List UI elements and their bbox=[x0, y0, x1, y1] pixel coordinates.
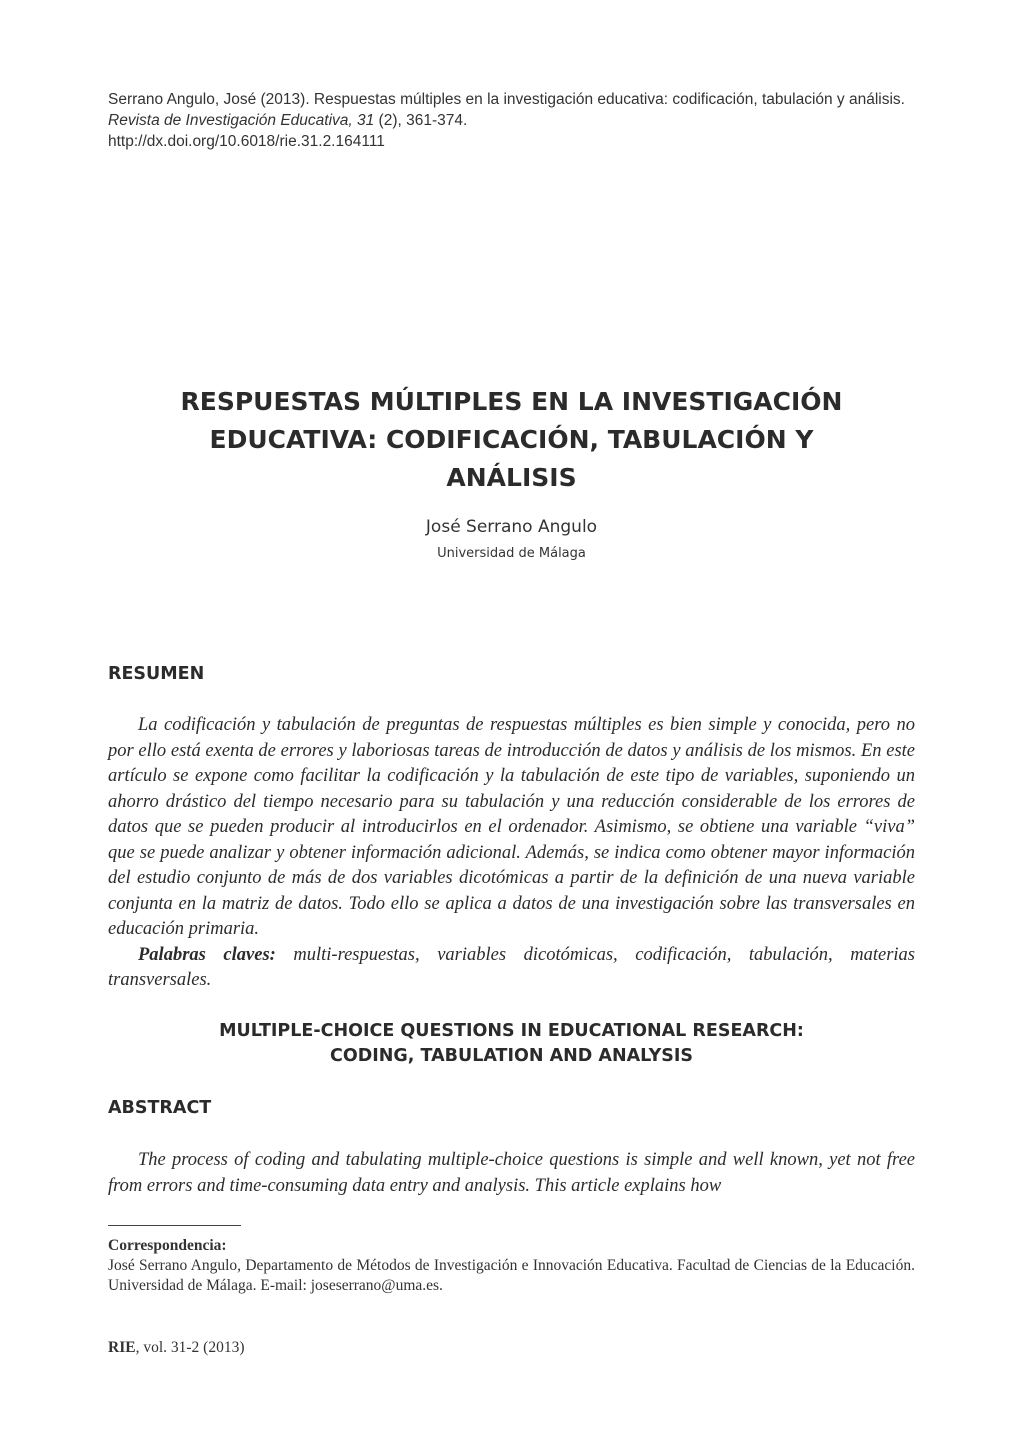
title-line: ANÁLISIS bbox=[446, 463, 577, 492]
footer-journal-abbr: RIE bbox=[108, 1339, 136, 1356]
footnote-divider bbox=[108, 1225, 241, 1226]
citation-journal: Revista de Investigación Educativa, 31 bbox=[108, 112, 375, 129]
title-line: RESPUESTAS MÚLTIPLES EN LA INVESTIGACIÓN bbox=[180, 387, 843, 416]
page-footer bbox=[108, 1338, 245, 1358]
paper-title bbox=[108, 383, 915, 497]
abstract-paragraph: The process of coding and tabulating multiple-choice questions is simple and well known, yet not free from errors and time-consuming data entry and analysis. This article explains how bbox=[108, 1150, 915, 1196]
keywords-text: multi-respuestas, variables dicotómicas, codificación, tabulación, materias transversales. bbox=[108, 944, 915, 990]
citation-line: Serrano Angulo, José (2013). Respuestas múltiples en la investigación educativa: codificación, tabulación y análisis. bbox=[108, 91, 905, 108]
footer-volume: , vol. 31-2 (2013) bbox=[135, 1339, 245, 1356]
abstract-heading: ABSTRACT bbox=[108, 1098, 212, 1118]
author-name: José Serrano Angulo bbox=[425, 517, 598, 537]
footnote bbox=[108, 1236, 915, 1296]
author-affiliation: Universidad de Málaga bbox=[437, 546, 586, 561]
citation-journal-line bbox=[108, 110, 938, 131]
resumen-paragraph: La codificación y tabulación de preguntas de respuestas múltiples es bien simple y conocida, pero no por ello está exenta de errores y laboriosas tareas de introducción de datos y análisis de los mismos. En este artículo se expone como facilitar la codificación y la tabulación de este tipo de variables, suponiendo un ahorro drástico del tiempo necesario para su tabulación y una reducción considerable de los errores de datos que se pueden producir al introducirlos en el ordenador. Asimismo, se obtiene una variable “viva” que se puede analizar y obtener información adicional. Además, se indica como obtener mayor información del estudio conjunto de más de dos variables dicotómicas a partir de la definición de una nueva variable conjunta en la matriz de datos. Todo ello se aplica a datos de una investigación sobre las transversales en educación primaria. bbox=[108, 715, 915, 939]
english-title bbox=[108, 1019, 915, 1069]
abstract-body bbox=[108, 1148, 915, 1199]
title-line: EDUCATIVA: CODIFICACIÓN, TABULACIÓN Y bbox=[209, 425, 814, 454]
footnote-text: José Serrano Angulo, Departamento de Métodos de Investigación e Innovación Educativa. Facultad de Ciencias de la Educación. Universidad de Málaga. E-mail: joseserrano@uma.es. bbox=[108, 1257, 915, 1294]
english-title-line: CODING, TABULATION AND ANALYSIS bbox=[330, 1046, 693, 1066]
resumen-heading: RESUMEN bbox=[108, 664, 205, 684]
citation-issue-pages: (2), 361-374. bbox=[374, 112, 468, 129]
english-title-line: MULTIPLE-CHOICE QUESTIONS IN EDUCATIONAL RESEARCH: bbox=[219, 1021, 804, 1041]
resumen-body bbox=[108, 713, 915, 994]
citation-block bbox=[108, 89, 938, 152]
footnote-label: Correspondencia: bbox=[108, 1237, 227, 1254]
citation-doi-link[interactable]: http://dx.doi.org/10.6018/rie.31.2.164111 bbox=[108, 133, 385, 150]
keywords-paragraph bbox=[108, 943, 915, 994]
keywords-label: Palabras claves: bbox=[138, 944, 276, 965]
